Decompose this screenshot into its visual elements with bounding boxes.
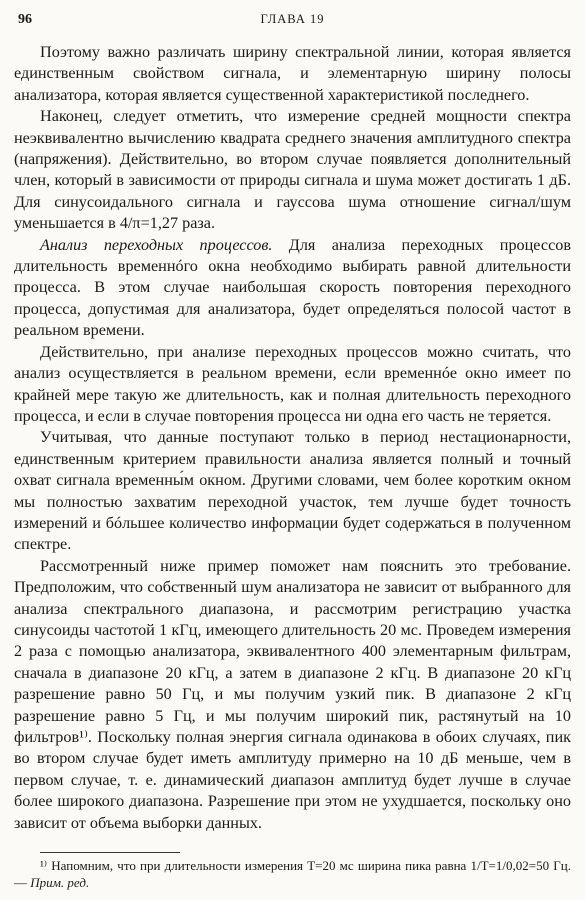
footnote-text: ¹⁾ Напомним, что при длительности измерения T=20 мс ширина пика равна 1/T=1/0,02=50 Гц. — [14,858,571,891]
paragraph: Наконец, следует отметить, что измерение средней мощности спектра неэквивалентно вычислению квадрата среднего значения амплитудного спектра (напряжения). Действительно, во втором случае появляется дополнительный член, который в зависимости от природы сигнала и шума может достигать 1 дБ. Для синусоидального сигнала и гауссова шума отношение сигнал/шум уменьшается в 4/π=1,27 раза. [14,107,571,233]
section-lead: Анализ переходных процессов. [40,235,273,254]
footnote-paragraph [14,857,571,891]
paragraph: Учитывая, что данные поступают только в период нестационарности, единственным критерием правильности анализа является полный и точный охват сигнала временны́м окном. Другими словами, чем более коротким окном мы полностью захватим переходной участок, тем лучше будет точность измерений и бóльшее количество информации будет содержаться в полученном спектре. [14,428,571,554]
footnote [14,857,571,891]
editor-note: Прим. ред. [30,875,90,891]
page-number: 96 [18,12,32,27]
main-text [14,42,571,834]
paragraph: Рассмотренный ниже пример поможет нам пояснить это требование. Предположим, что собственный шум анализатора не зависит от выбранного для анализа спектрального диапазона, и рассмотрим регистрацию участка синусоиды частотой 1 кГц, имеющего длительность 20 мс. Проведем измерения 2 раза с помощью анализатора, эквивалентного 400 элементарным фильтрам, сначала в диапазоне 20 кГц, а затем в диапазоне 2 кГц. В диапазоне 20 кГц разрешение равно 50 Гц, и мы получим узкий пик. В диапазоне 2 кГц разрешение равно 5 Гц, и мы получим широкий пик, растянутый на 10 фильтров¹⁾. Поскольку полная энергия сигнала одинакова в обоих случаях, пик во втором случае будет иметь амплитуду примерно на 10 дБ меньше, чем в первом случае, т. е. динамический диапазон амплитуд будет лучше в случае более широкого диапазона. Разрешение при этом не ухудшается, поскольку оно зависит от объема выборки данных. [14,556,571,832]
paragraph-text: Для анализа переходных процессов длительность временнóго окна необходимо выбирать равной длительности процесса. В этом случае наибольшая скорость повторения переходного процесса, допустимая для анализатора, будет определяться полосой частот в реальном времени. [14,235,571,340]
paragraph [14,235,571,342]
paragraph: Действительно, при анализе переходных процессов можно считать, что анализ осуществляется в реальном времени, если временнóе окно имеет по крайней мере такую же длительность, как и полная длительность переходного процесса, и если в случае повторения процесса ни одна его часть не теряется. [14,342,571,425]
paragraph: Поэтому важно различать ширину спектральной линии, которая является единственным свойством сигнала, и элементарную ширину полосы анализатора, которая является существенной характеристикой последнего. [14,43,571,104]
footnote-divider [40,852,180,853]
running-title: ГЛАВА 19 [260,12,325,26]
page-header [14,6,571,32]
